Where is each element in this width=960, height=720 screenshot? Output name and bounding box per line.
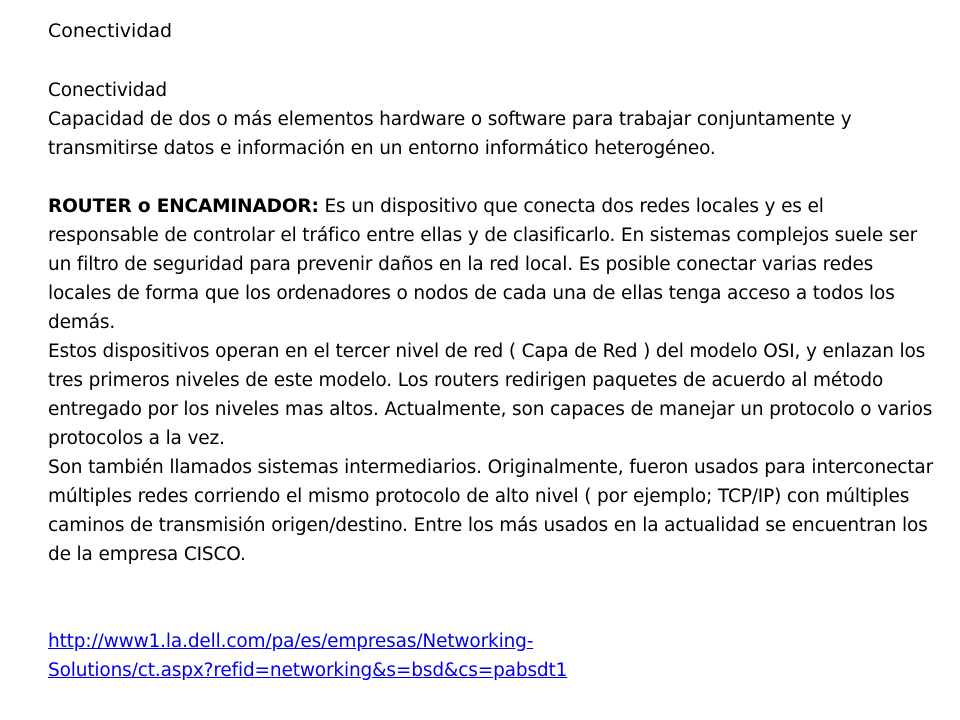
source-link-line-2[interactable]: Solutions/ct.aspx?refid=networking&s=bsd&cs=pabsdt1 <box>48 660 568 681</box>
source-link-line-1[interactable]: http://www1.la.dell.com/pa/es/empresas/Networking- <box>48 631 534 652</box>
router-term: ROUTER o ENCAMINADOR: <box>48 196 319 217</box>
section-heading: Conectividad <box>48 80 168 101</box>
osi-paragraph: Estos dispositivos operan en el tercer nivel de red ( Capa de Red ) del modelo OSI, y enlazan los tres primeros niveles de este modelo. Los routers redirigen paquetes de acuerdo al método entregado por los niveles mas altos. Actualmente, son capaces de manejar un protocolo o varios protocolos a la vez. <box>48 341 933 449</box>
intermediate-paragraph: Son también llamados sistemas intermediarios. Originalmente, fueron usados para interconectar múltiples redes corriendo el mismo protocolo de alto nivel ( por ejemplo; TCP/IP) con múltiples caminos de transmisión origen/destino. Entre los más usados en la actualidad se encuentran los de la empresa CISCO. <box>48 457 934 565</box>
router-paragraph <box>48 192 938 337</box>
router-description: Es un dispositivo que conecta dos redes locales y es el responsable de controlar el tráfico entre ellas y de clasificarlo. En sistemas complejos suele ser un filtro de seguridad para prevenir daños en la red local. Es posible conectar varias redes locales de forma que los ordenadores o nodos de cada una de ellas tenga acceso a todos los demás. <box>48 196 918 333</box>
slide-body <box>48 76 938 685</box>
definition-paragraph: Capacidad de dos o más elementos hardware o software para trabajar conjuntamente y transmitirse datos e información en un entorno informático heterogéneo. <box>48 109 852 159</box>
source-link[interactable] <box>48 627 938 685</box>
paragraph-spacer <box>48 163 938 192</box>
paragraph-spacer-large <box>48 569 938 627</box>
slide-title: Conectividad <box>48 20 173 42</box>
